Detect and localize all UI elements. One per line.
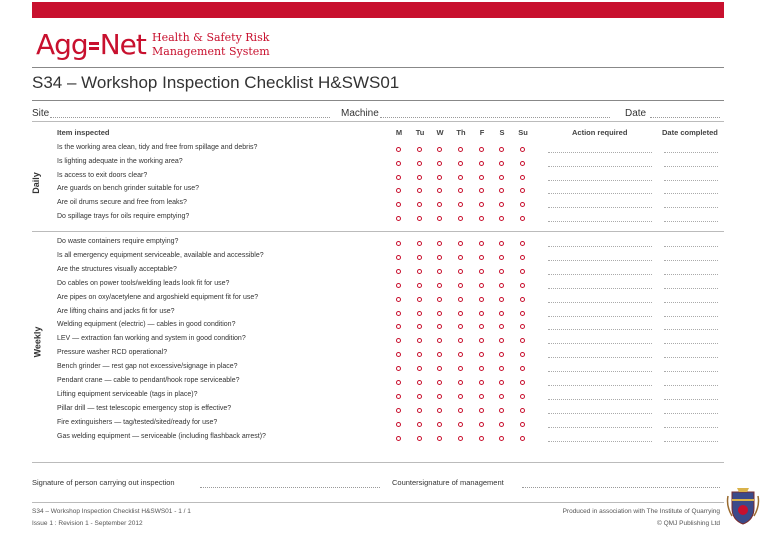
checklist-item-text: Is all emergency equipment serviceable, available and accessible?: [57, 251, 264, 259]
machine-label: Machine: [341, 108, 379, 119]
day-checkbox[interactable]: [479, 161, 484, 166]
day-checkbox[interactable]: [437, 188, 442, 193]
checklist-item-text: Do spillage trays for oils require emptying?: [57, 213, 190, 220]
action-required-field[interactable]: [548, 302, 652, 303]
action-required-field[interactable]: [548, 413, 652, 414]
day-checkbox[interactable]: [499, 161, 504, 166]
day-checkbox[interactable]: [479, 297, 484, 302]
day-checkbox[interactable]: [520, 175, 525, 180]
footer-rule: [32, 502, 724, 503]
checklist-item-text: Are pipes on oxy/acetylene and argoshield equipment fit for use?: [57, 293, 259, 301]
day-checkbox[interactable]: [499, 422, 504, 427]
day-header: Tu: [415, 128, 425, 137]
day-checkbox[interactable]: [396, 352, 401, 357]
logo-text-net: Net: [99, 28, 146, 61]
action-required-header: Action required: [572, 128, 628, 137]
date-completed-field[interactable]: [664, 413, 718, 414]
day-checkbox[interactable]: [417, 338, 422, 343]
day-checkbox[interactable]: [458, 352, 463, 357]
page-title: S34 – Workshop Inspection Checklist H&SWS01: [32, 73, 400, 92]
day-checkbox[interactable]: [458, 366, 463, 371]
action-required-field[interactable]: [548, 166, 652, 167]
day-checkbox[interactable]: [458, 175, 463, 180]
checklist-item-text: Gas welding equipment — serviceable (including flashback arrest)?: [57, 432, 266, 440]
day-checkbox[interactable]: [520, 202, 525, 207]
logo-text-agg: Agg: [36, 28, 88, 61]
day-header: F: [479, 128, 485, 137]
footer-association: Produced in association with The Institute of Quarrying: [562, 508, 720, 515]
date-completed-field[interactable]: [664, 329, 718, 330]
day-checkbox[interactable]: [520, 324, 525, 329]
day-checkbox[interactable]: [479, 311, 484, 316]
day-header: S: [499, 128, 505, 137]
date-completed-field[interactable]: [664, 246, 718, 247]
day-checkbox[interactable]: [396, 255, 401, 260]
manager-signature-field[interactable]: [522, 487, 720, 488]
day-checkbox[interactable]: [520, 380, 525, 385]
manager-signature-label: Countersignature of management: [392, 478, 504, 487]
action-required-field[interactable]: [548, 357, 652, 358]
date-completed-field[interactable]: [664, 371, 718, 372]
action-required-field[interactable]: [548, 274, 652, 275]
day-checkbox[interactable]: [417, 175, 422, 180]
day-checkbox[interactable]: [458, 408, 463, 413]
day-checkbox[interactable]: [458, 422, 463, 427]
day-checkbox[interactable]: [479, 269, 484, 274]
day-checkbox[interactable]: [499, 216, 504, 221]
action-required-field[interactable]: [548, 221, 652, 222]
day-checkbox[interactable]: [437, 311, 442, 316]
day-checkbox[interactable]: [458, 338, 463, 343]
action-required-field[interactable]: [548, 193, 652, 194]
date-completed-field[interactable]: [664, 302, 718, 303]
date-completed-field[interactable]: [664, 399, 718, 400]
day-checkbox[interactable]: [437, 338, 442, 343]
day-checkbox[interactable]: [437, 255, 442, 260]
logo-mark-icon: [89, 40, 99, 54]
day-checkbox[interactable]: [520, 352, 525, 357]
day-checkbox[interactable]: [479, 324, 484, 329]
day-checkbox[interactable]: [520, 188, 525, 193]
day-checkbox[interactable]: [417, 408, 422, 413]
checklist-item-text: Is access to exit doors clear?: [57, 171, 148, 179]
day-checkbox[interactable]: [417, 422, 422, 427]
date-completed-field[interactable]: [664, 207, 718, 208]
day-checkbox[interactable]: [499, 147, 504, 152]
day-checkbox[interactable]: [417, 352, 422, 357]
checklist-item-text: Are guards on bench grinder suitable for use?: [57, 185, 200, 193]
day-checkbox[interactable]: [520, 422, 525, 427]
day-checkbox[interactable]: [417, 241, 422, 246]
day-checkbox[interactable]: [499, 366, 504, 371]
action-required-field[interactable]: [548, 385, 652, 386]
day-checkbox[interactable]: [499, 269, 504, 274]
action-required-field[interactable]: [548, 180, 652, 181]
checklist-item-text: Are oil drums secure and free from leaks?: [57, 199, 187, 207]
day-checkbox[interactable]: [396, 324, 401, 329]
date-completed-field[interactable]: [664, 274, 718, 275]
machine-field[interactable]: [380, 117, 610, 118]
checklist-item-text: Pressure washer RCD operational?: [57, 349, 168, 357]
day-checkbox[interactable]: [499, 311, 504, 316]
day-checkbox[interactable]: [479, 255, 484, 260]
day-checkbox[interactable]: [458, 436, 463, 441]
day-checkbox[interactable]: [396, 175, 401, 180]
day-checkbox[interactable]: [458, 394, 463, 399]
day-checkbox[interactable]: [520, 338, 525, 343]
action-required-field[interactable]: [548, 427, 652, 428]
day-checkbox[interactable]: [479, 216, 484, 221]
date-completed-field[interactable]: [664, 193, 718, 194]
site-field[interactable]: [50, 117, 330, 118]
weekly-section-label: Weekly: [32, 326, 43, 358]
day-checkbox[interactable]: [437, 422, 442, 427]
day-header: Th: [456, 128, 466, 137]
day-checkbox[interactable]: [417, 283, 422, 288]
day-checkbox[interactable]: [520, 283, 525, 288]
day-checkbox[interactable]: [396, 366, 401, 371]
checklist-item-text: Do cables on power tools/welding leads look fit for use?: [57, 279, 230, 287]
day-checkbox[interactable]: [499, 283, 504, 288]
day-checkbox[interactable]: [479, 408, 484, 413]
day-checkbox[interactable]: [437, 436, 442, 441]
date-field[interactable]: [650, 117, 720, 118]
day-checkbox[interactable]: [396, 216, 401, 221]
footer-issue: Issue 1 : Revision 1 - September 2012: [32, 520, 143, 527]
day-checkbox[interactable]: [479, 366, 484, 371]
action-required-field[interactable]: [548, 343, 652, 344]
day-checkbox[interactable]: [396, 408, 401, 413]
day-checkbox[interactable]: [520, 147, 525, 152]
day-checkbox[interactable]: [479, 175, 484, 180]
day-checkbox[interactable]: [479, 283, 484, 288]
checklist-item-text: Welding equipment (electric) — cables in good condition?: [57, 321, 236, 329]
day-checkbox[interactable]: [437, 283, 442, 288]
day-checkbox[interactable]: [437, 408, 442, 413]
day-checkbox[interactable]: [499, 188, 504, 193]
day-checkbox[interactable]: [458, 216, 463, 221]
day-checkbox[interactable]: [396, 380, 401, 385]
action-required-field[interactable]: [548, 371, 652, 372]
date-completed-field[interactable]: [664, 288, 718, 289]
day-checkbox[interactable]: [520, 255, 525, 260]
day-checkbox[interactable]: [417, 324, 422, 329]
day-checkbox[interactable]: [458, 311, 463, 316]
day-checkbox[interactable]: [499, 255, 504, 260]
checklist-item-text: Pendant crane — cable to pendant/hook rope serviceable?: [57, 377, 240, 384]
date-completed-field[interactable]: [664, 343, 718, 344]
day-checkbox[interactable]: [396, 394, 401, 399]
day-header: Su: [518, 128, 528, 137]
day-checkbox[interactable]: [499, 380, 504, 385]
day-checkbox[interactable]: [417, 161, 422, 166]
daily-section-label: Daily: [30, 172, 41, 194]
date-label: Date: [625, 108, 647, 119]
day-checkbox[interactable]: [396, 269, 401, 274]
day-checkbox[interactable]: [479, 436, 484, 441]
day-checkbox[interactable]: [520, 408, 525, 413]
day-checkbox[interactable]: [479, 380, 484, 385]
day-checkbox[interactable]: [417, 394, 422, 399]
day-checkbox[interactable]: [417, 147, 422, 152]
day-checkbox[interactable]: [499, 352, 504, 357]
day-checkbox[interactable]: [479, 241, 484, 246]
day-checkbox[interactable]: [458, 241, 463, 246]
inspector-signature-field[interactable]: [200, 487, 380, 488]
day-checkbox[interactable]: [499, 338, 504, 343]
title-top-rule: [32, 67, 724, 68]
date-completed-header: Date completed: [662, 128, 718, 137]
day-checkbox[interactable]: [499, 241, 504, 246]
checklist-item-text: Are the structures visually acceptable?: [57, 265, 177, 273]
checklist-item-text: Are lifting chains and jacks fit for use?: [57, 307, 175, 315]
day-checkbox[interactable]: [396, 338, 401, 343]
top-red-bar: [32, 2, 724, 18]
day-checkbox[interactable]: [458, 297, 463, 302]
action-required-field[interactable]: [548, 288, 652, 289]
logo-tagline: [152, 31, 270, 59]
site-label: Site: [32, 108, 50, 119]
action-required-field[interactable]: [548, 441, 652, 442]
day-checkbox[interactable]: [437, 202, 442, 207]
day-checkbox[interactable]: [520, 394, 525, 399]
day-checkbox[interactable]: [437, 324, 442, 329]
date-completed-field[interactable]: [664, 441, 718, 442]
day-checkbox[interactable]: [437, 161, 442, 166]
day-checkbox[interactable]: [458, 147, 463, 152]
action-required-field[interactable]: [548, 207, 652, 208]
checklist-item-text: Lifting equipment serviceable (tags in place)?: [57, 390, 198, 398]
day-checkbox[interactable]: [396, 188, 401, 193]
day-checkbox[interactable]: [520, 216, 525, 221]
fields-rule: [32, 121, 724, 122]
day-checkbox[interactable]: [437, 366, 442, 371]
day-checkbox[interactable]: [458, 188, 463, 193]
day-checkbox[interactable]: [520, 297, 525, 302]
date-completed-field[interactable]: [664, 260, 718, 261]
day-checkbox[interactable]: [520, 269, 525, 274]
day-checkbox[interactable]: [437, 147, 442, 152]
date-completed-field[interactable]: [664, 221, 718, 222]
action-required-field[interactable]: [548, 399, 652, 400]
day-checkbox[interactable]: [437, 394, 442, 399]
day-checkbox[interactable]: [396, 283, 401, 288]
item-inspected-header: Item inspected: [57, 128, 110, 137]
day-checkbox[interactable]: [458, 324, 463, 329]
day-checkbox[interactable]: [499, 324, 504, 329]
day-checkbox[interactable]: [458, 269, 463, 274]
day-checkbox[interactable]: [479, 422, 484, 427]
date-completed-field[interactable]: [664, 316, 718, 317]
checklist-item-text: Bench grinder — rest gap not excessive/signage in place?: [57, 363, 238, 371]
day-checkbox[interactable]: [437, 380, 442, 385]
action-required-field[interactable]: [548, 260, 652, 261]
date-completed-field[interactable]: [664, 385, 718, 386]
day-checkbox[interactable]: [396, 241, 401, 246]
date-completed-field[interactable]: [664, 152, 718, 153]
day-checkbox[interactable]: [417, 436, 422, 441]
day-checkbox[interactable]: [479, 147, 484, 152]
day-checkbox[interactable]: [417, 188, 422, 193]
day-checkbox[interactable]: [520, 366, 525, 371]
date-completed-field[interactable]: [664, 166, 718, 167]
date-completed-field[interactable]: [664, 427, 718, 428]
day-checkbox[interactable]: [396, 297, 401, 302]
day-checkbox[interactable]: [396, 422, 401, 427]
day-checkbox[interactable]: [417, 366, 422, 371]
day-checkbox[interactable]: [417, 202, 422, 207]
date-completed-field[interactable]: [664, 357, 718, 358]
day-checkbox[interactable]: [417, 380, 422, 385]
checklist-item-text: Fire extinguishers — tag/tested/sited/ready for use?: [57, 418, 218, 426]
day-checkbox[interactable]: [417, 297, 422, 302]
action-required-field[interactable]: [548, 152, 652, 153]
date-completed-field[interactable]: [664, 180, 718, 181]
day-checkbox[interactable]: [417, 216, 422, 221]
day-checkbox[interactable]: [499, 408, 504, 413]
action-required-field[interactable]: [548, 329, 652, 330]
checklist-item-text: Is lighting adequate in the working area?: [57, 157, 183, 165]
day-checkbox[interactable]: [458, 255, 463, 260]
day-checkbox[interactable]: [499, 202, 504, 207]
section-divider: [32, 231, 724, 232]
institute-crest-icon: [726, 486, 760, 526]
day-checkbox[interactable]: [499, 394, 504, 399]
checklist-item-text: Pillar drill — test telescopic emergency stop is effective?: [57, 404, 232, 412]
day-checkbox[interactable]: [499, 297, 504, 302]
day-checkbox[interactable]: [499, 436, 504, 441]
day-checkbox[interactable]: [520, 161, 525, 166]
aggnet-logo: [36, 26, 146, 60]
day-checkbox[interactable]: [417, 255, 422, 260]
day-checkbox[interactable]: [437, 297, 442, 302]
day-checkbox[interactable]: [479, 352, 484, 357]
day-checkbox[interactable]: [520, 436, 525, 441]
day-checkbox[interactable]: [437, 216, 442, 221]
footer-document-ref: S34 – Workshop Inspection Checklist H&SWS01 - 1 / 1: [32, 508, 191, 515]
day-checkbox[interactable]: [520, 311, 525, 316]
day-checkbox[interactable]: [437, 352, 442, 357]
footer-copyright: © QMJ Publishing Ltd: [657, 520, 720, 527]
tagline-line-2: Management System: [152, 45, 270, 58]
day-checkbox[interactable]: [417, 269, 422, 274]
tagline-line-1: Health & Safety Risk: [152, 31, 270, 44]
day-checkbox[interactable]: [458, 380, 463, 385]
day-checkbox[interactable]: [417, 311, 422, 316]
title-bottom-rule: [32, 100, 724, 101]
day-checkbox[interactable]: [437, 241, 442, 246]
action-required-field[interactable]: [548, 246, 652, 247]
day-checkbox[interactable]: [437, 175, 442, 180]
day-header: M: [395, 128, 403, 137]
checklist-item-text: LEV — extraction fan working and system in good condition?: [57, 335, 246, 343]
day-checkbox[interactable]: [479, 188, 484, 193]
day-checkbox[interactable]: [396, 161, 401, 166]
table-bottom-rule: [32, 462, 724, 463]
day-checkbox[interactable]: [437, 269, 442, 274]
day-checkbox[interactable]: [458, 283, 463, 288]
day-checkbox[interactable]: [479, 394, 484, 399]
day-checkbox[interactable]: [499, 175, 504, 180]
day-checkbox[interactable]: [396, 202, 401, 207]
day-checkbox[interactable]: [458, 161, 463, 166]
inspector-signature-label: Signature of person carrying out inspection: [32, 478, 175, 487]
action-required-field[interactable]: [548, 316, 652, 317]
checklist-item-text: Is the working area clean, tidy and free from spillage and debris?: [57, 144, 258, 151]
day-header: W: [436, 128, 444, 137]
checklist-item-text: Do waste containers require emptying?: [57, 238, 179, 245]
day-checkbox[interactable]: [458, 202, 463, 207]
day-checkbox[interactable]: [479, 338, 484, 343]
day-checkbox[interactable]: [396, 311, 401, 316]
day-checkbox[interactable]: [520, 241, 525, 246]
day-checkbox[interactable]: [396, 436, 401, 441]
day-checkbox[interactable]: [479, 202, 484, 207]
day-checkbox[interactable]: [396, 147, 401, 152]
